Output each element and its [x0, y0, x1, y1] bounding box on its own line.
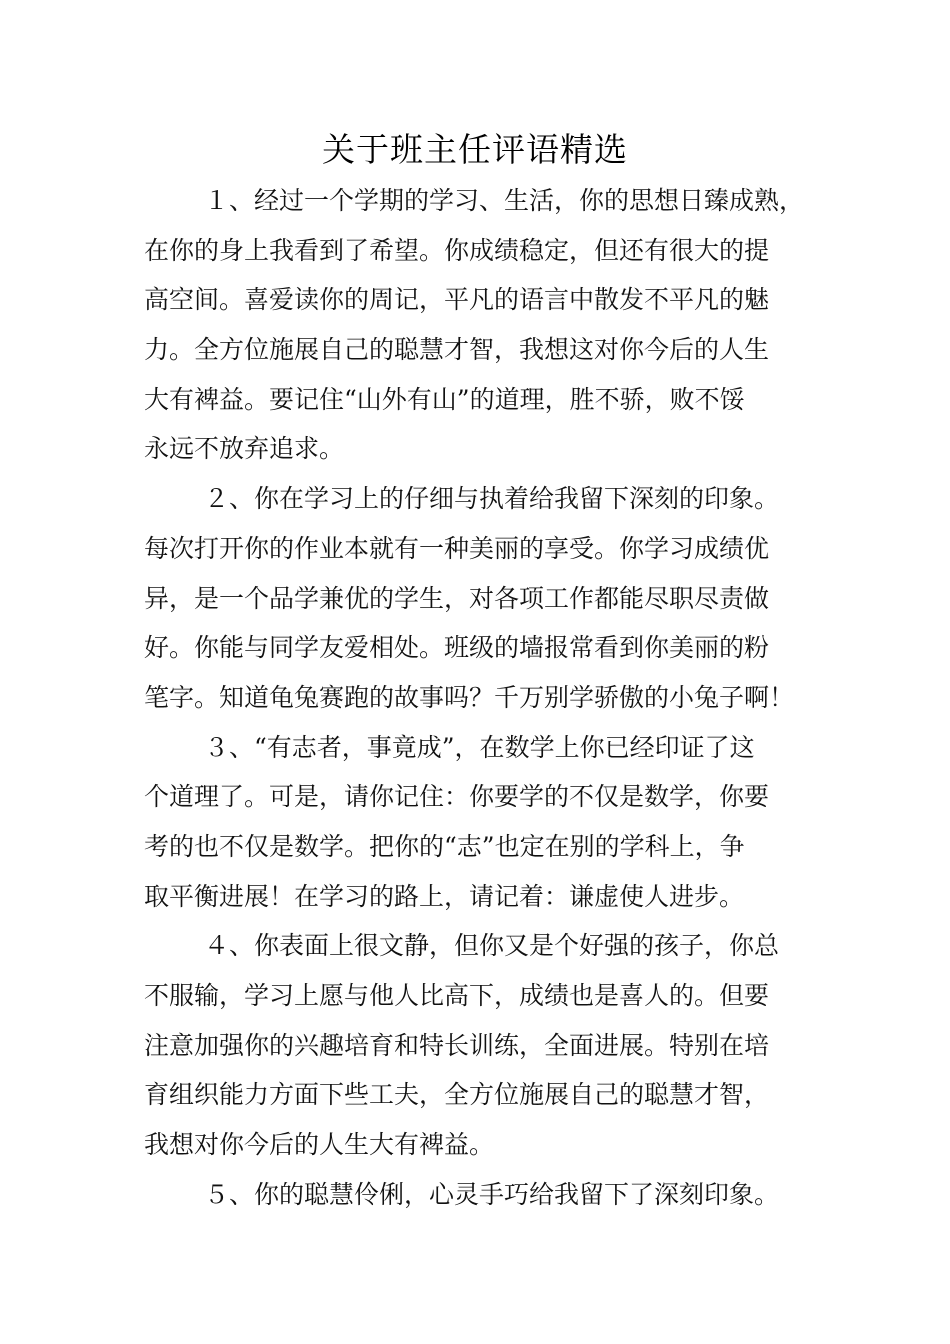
- text-line: 高空间。喜爱读你的周记，平凡的语言中散发不平凡的魅: [144, 285, 770, 315]
- text-line: 大有裨益。要记住“山外有山”的道理，胜不骄，败不馁: [144, 384, 745, 414]
- text-line: ２、你在学习上的仔细与执着给我留下深刻的印象。: [204, 484, 780, 514]
- text-line: 好。你能与同学友爱相处。班级的墙报常看到你美丽的粉: [144, 633, 770, 663]
- text-line: １、经过一个学期的学习、生活，你的思想日臻成熟，: [204, 186, 805, 215]
- paragraph-3: [144, 723, 834, 922]
- text-line: 不服输，学习上愿与他人比高下，成绩也是喜人的。但要: [144, 981, 770, 1010]
- paragraph-4: [144, 921, 834, 1169]
- text-line: 在你的身上我看到了希望。你成绩稳定，但还有很大的提: [144, 235, 770, 265]
- text-line: 个道理了。可是，请你记住：你要学的不仅是数学，你要: [144, 782, 770, 812]
- text-line: 每次打开你的作业本就有一种美丽的享受。你学习成绩优: [144, 533, 770, 563]
- text-line: 注意加强你的兴趣培育和特长训练，全面进展。特别在培: [144, 1030, 770, 1060]
- text-line: 取平衡进展！在学习的路上，请记着：谦虚使人进步。: [144, 881, 745, 911]
- text-line: 育组织能力方面下些工夫，全方位施展自己的聪慧才智，: [144, 1080, 770, 1110]
- text-line: 永远不放弃追求。: [144, 434, 345, 464]
- document-title: 关于班主任评语精选: [322, 130, 628, 169]
- text-line: ４、你表面上很文静，但你又是个好强的孩子，你总: [204, 931, 780, 961]
- text-line: 考的也不仅是数学。把你的“志”也定在别的学科上，争: [144, 831, 745, 861]
- text-line: 力。全方位施展自己的聪慧才智，我想这对你今后的人生: [144, 335, 770, 365]
- text-line: ３、“有志者，事竟成”，在数学上你已经印证了这: [204, 732, 755, 762]
- text-line: ５、你的聪慧伶俐，心灵手巧给我留下了深刻印象。: [204, 1179, 780, 1209]
- paragraph-1: [144, 176, 834, 474]
- text-line: 笔字。知道龟兔赛跑的故事吗？千万别学骄傲的小兔子啊！: [144, 682, 795, 712]
- text-line: 异，是一个品学兼优的学生，对各项工作都能尽职尽责做: [144, 583, 770, 613]
- text-line: 我想对你今后的人生大有裨益。: [144, 1130, 495, 1160]
- paragraph-2: [144, 474, 834, 722]
- document-body: [144, 176, 834, 1219]
- paragraph-5: [144, 1170, 834, 1220]
